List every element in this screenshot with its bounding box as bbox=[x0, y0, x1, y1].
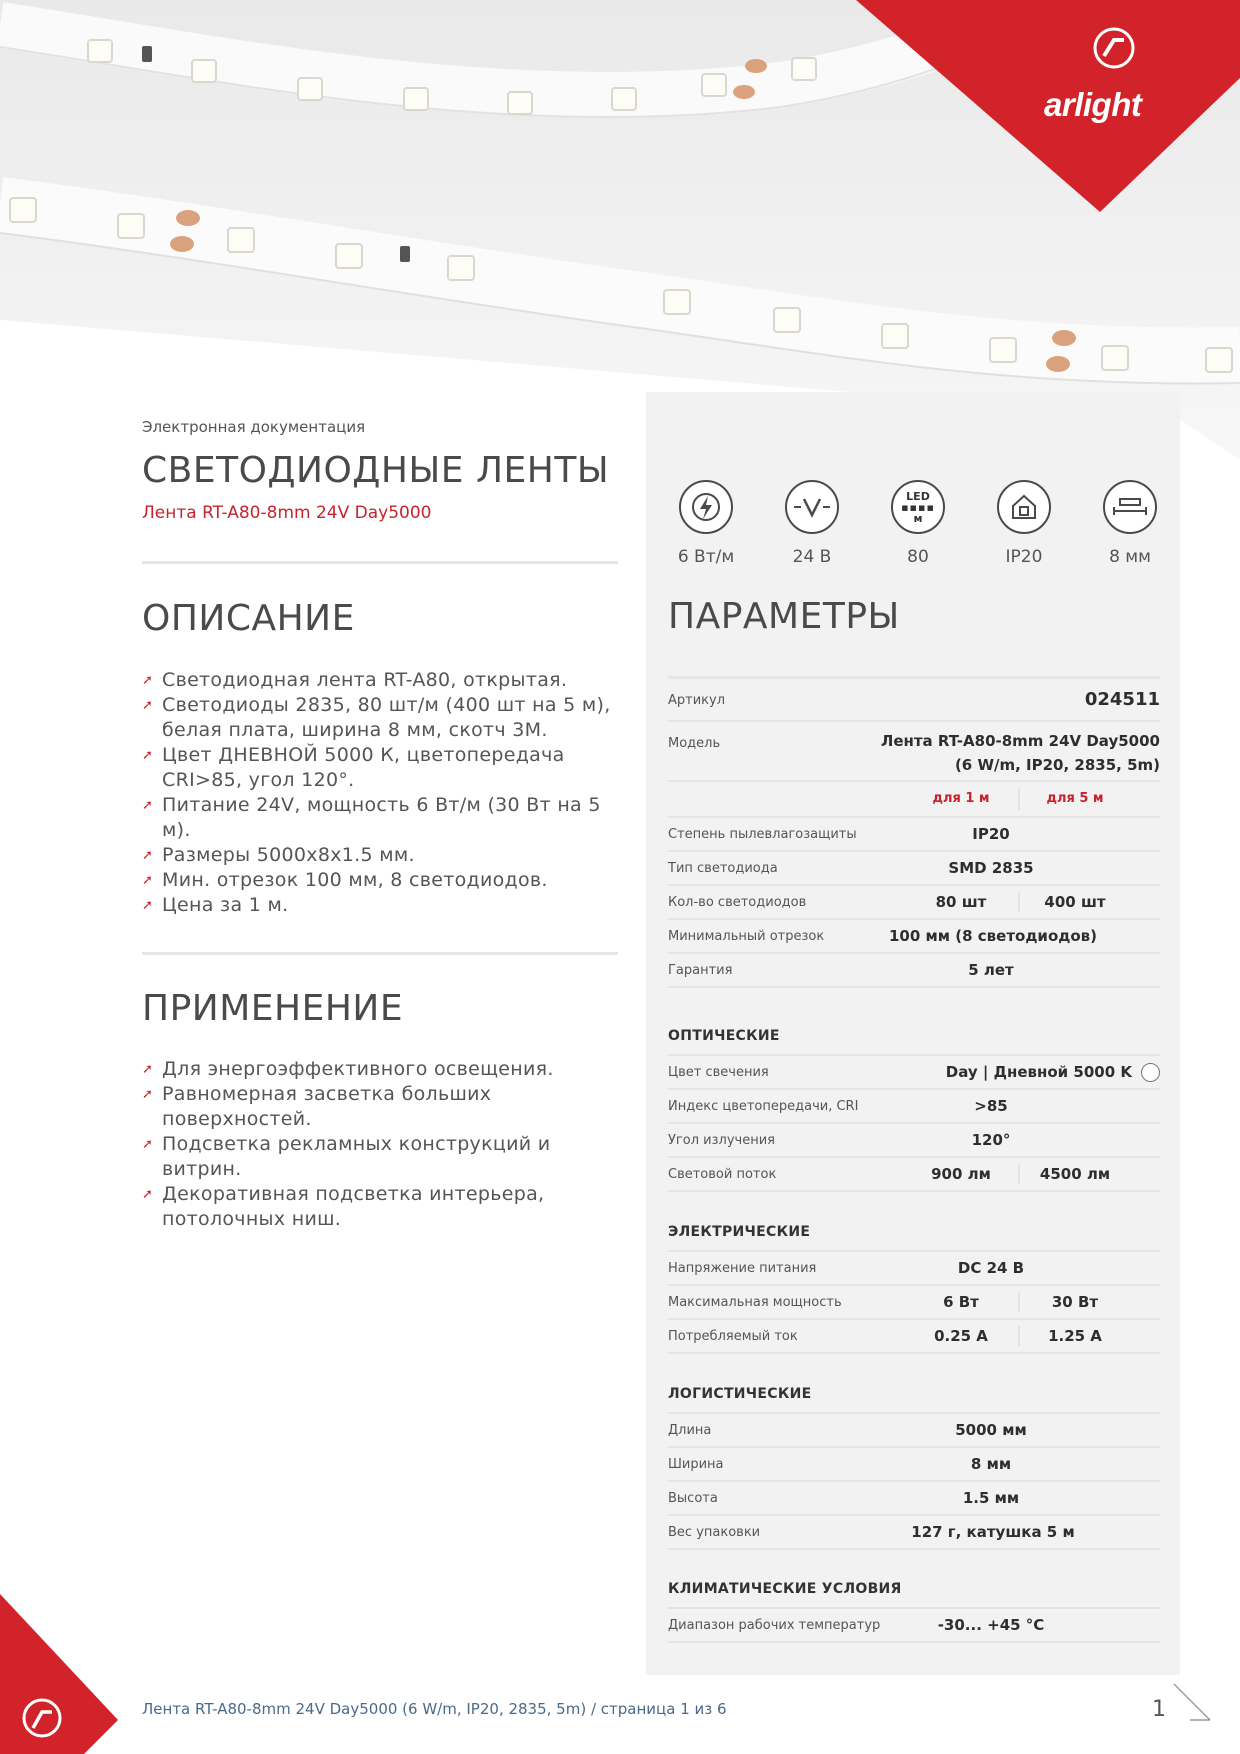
application-list bbox=[142, 1057, 620, 1232]
row-label: Высота bbox=[668, 1491, 718, 1506]
row-value: 8 мм bbox=[970, 1455, 1012, 1473]
list-item: ➚ Светодиодная лента RT-A80, открытая. bbox=[142, 668, 620, 693]
list-item: ➚ Светодиоды 2835, 80 шт/м (400 шт на 5 м), белая плата, ширина 8 мм, скотч 3М. bbox=[142, 693, 620, 743]
spec-led-density-label: 80 bbox=[907, 547, 929, 567]
table-row bbox=[668, 852, 1160, 886]
color-swatch-icon bbox=[1141, 1063, 1160, 1082]
led-density-icon bbox=[891, 480, 945, 534]
row-value: 100 мм (8 светодиодов) bbox=[888, 927, 1098, 945]
table-row bbox=[668, 818, 1160, 852]
list-item: ➚ Декоративная подсветка интерьера, потолочных ниш. bbox=[142, 1182, 620, 1232]
column-header-row bbox=[668, 782, 1160, 818]
table-row bbox=[668, 1090, 1160, 1124]
row-label: Степень пылевлагозащиты bbox=[668, 827, 857, 842]
group-heading-text: ЭЛЕКТРИЧЕСКИЕ bbox=[668, 1224, 811, 1240]
row-label: Минимальный отрезок bbox=[668, 929, 825, 944]
list-item: ➚ Для энергоэффективного освещения. bbox=[142, 1057, 620, 1082]
row-label: Гарантия bbox=[668, 963, 733, 978]
table-row bbox=[668, 1124, 1160, 1158]
application-heading: ПРИМЕНЕНИЕ bbox=[142, 988, 404, 1029]
table-row bbox=[668, 1516, 1160, 1550]
product-subtitle: Лента RT-A80-8mm 24V Day5000 bbox=[142, 503, 432, 523]
row-value: SMD 2835 bbox=[948, 859, 1034, 877]
group-heading-text: ОПТИЧЕСКИЕ bbox=[668, 1028, 780, 1044]
voltage-icon bbox=[785, 480, 839, 534]
spec-width bbox=[1090, 480, 1170, 567]
description-list bbox=[142, 668, 620, 918]
params-table-logistic bbox=[668, 1386, 1160, 1550]
row-label: Индекс цветопередачи, CRI bbox=[668, 1099, 859, 1114]
width-icon bbox=[1103, 480, 1157, 534]
led-dots-glyph: ▪▪▪▪ bbox=[901, 500, 935, 514]
row-label: Вес упаковки bbox=[668, 1525, 761, 1540]
table-row bbox=[668, 1448, 1160, 1482]
group-heading bbox=[668, 1581, 1160, 1609]
spec-ip bbox=[984, 480, 1064, 567]
row-label: Потребляемый ток bbox=[668, 1329, 798, 1344]
table-row bbox=[668, 920, 1160, 954]
divider bbox=[668, 676, 1160, 679]
table-row bbox=[668, 1286, 1160, 1320]
row-value-5m: 4500 лм bbox=[1039, 1165, 1111, 1183]
arlight-logo: arlight bbox=[1044, 86, 1142, 123]
table-row bbox=[668, 1320, 1160, 1354]
model-value-line1: Лента RT-A80-8mm 24V Day5000 bbox=[880, 732, 1160, 750]
row-label: Тип светодиода bbox=[668, 861, 778, 876]
led-glyph-top: LED bbox=[906, 489, 930, 503]
table-row bbox=[668, 1158, 1160, 1192]
power-icon bbox=[679, 480, 733, 534]
table-row bbox=[668, 886, 1160, 920]
spec-voltage bbox=[772, 480, 852, 567]
spec-led-density bbox=[878, 480, 958, 567]
page-title: СВЕТОДИОДНЫЕ ЛЕНТЫ bbox=[142, 450, 610, 491]
row-value-1m: 0.25 A bbox=[934, 1327, 988, 1345]
spec-power bbox=[666, 480, 746, 567]
row-value-1m: 6 Вт bbox=[943, 1293, 979, 1311]
row-label: Цвет свечения bbox=[668, 1065, 769, 1080]
spec-width-label: 8 мм bbox=[1109, 547, 1151, 567]
col-header-1m: для 1 м bbox=[932, 791, 990, 806]
page-corner-line bbox=[1172, 1682, 1212, 1722]
list-item: ➚ Цена за 1 м. bbox=[142, 893, 620, 918]
table-row bbox=[668, 1482, 1160, 1516]
row-label: Диапазон рабочих температур bbox=[668, 1618, 881, 1633]
list-item: ➚ Мин. отрезок 100 мм, 8 светодиодов. bbox=[142, 868, 620, 893]
params-table-electrical bbox=[668, 1224, 1160, 1354]
row-value: Day | Дневной 5000 K bbox=[945, 1063, 1132, 1081]
divider bbox=[142, 952, 618, 955]
row-value-5m: 400 шт bbox=[1044, 893, 1106, 911]
row-label: Световой поток bbox=[668, 1167, 777, 1182]
row-value: -30... +45 °C bbox=[937, 1616, 1045, 1634]
group-heading bbox=[668, 1224, 1160, 1252]
led-glyph-bottom: м bbox=[913, 511, 923, 525]
params-table-main bbox=[668, 680, 1160, 988]
row-label: Максимальная мощность bbox=[668, 1295, 842, 1310]
table-row bbox=[668, 680, 1160, 722]
row-value: 127 г, катушка 5 м bbox=[911, 1523, 1075, 1541]
row-value-1m: 900 лм bbox=[931, 1165, 991, 1183]
table-row bbox=[668, 1252, 1160, 1286]
list-item: ➚ Питание 24V, мощность 6 Вт/м (30 Вт на 5 м). bbox=[142, 793, 620, 843]
arlight-logo-icon bbox=[1092, 26, 1136, 70]
list-item: ➚ Цвет ДНЕВНОЙ 5000 К, цветопередача CRI>85, угол 120°. bbox=[142, 743, 620, 793]
row-label: Артикул bbox=[668, 693, 726, 708]
footer-red-corner bbox=[0, 1594, 120, 1754]
spec-power-label: 6 Вт/м bbox=[677, 547, 735, 567]
params-table-optical bbox=[668, 1028, 1160, 1192]
group-heading bbox=[668, 1028, 1160, 1056]
row-value-1m: 80 шт bbox=[935, 893, 987, 911]
table-row bbox=[668, 1414, 1160, 1448]
table-row bbox=[668, 722, 1160, 782]
params-table-climate bbox=[668, 1581, 1160, 1643]
row-label: Напряжение питания bbox=[668, 1261, 817, 1276]
row-value: 1.5 мм bbox=[962, 1489, 1020, 1507]
page-number: 1 bbox=[1152, 1697, 1166, 1722]
col-header-5m: для 5 м bbox=[1046, 791, 1104, 806]
row-value: 5 лет bbox=[968, 961, 1014, 979]
row-value: 120° bbox=[971, 1131, 1011, 1149]
table-row bbox=[668, 954, 1160, 988]
table-row bbox=[668, 1056, 1160, 1090]
row-value: 5000 мм bbox=[955, 1421, 1027, 1439]
spec-icons-row bbox=[666, 480, 1166, 570]
row-label: Длина bbox=[668, 1423, 712, 1438]
description-heading: ОПИСАНИЕ bbox=[142, 598, 355, 639]
ip-rating-icon bbox=[997, 480, 1051, 534]
doc-type-label: Электронная документация bbox=[142, 418, 366, 436]
hero-led-strip-photo bbox=[0, 0, 1240, 460]
model-value-line2: (6 W/m, IP20, 2835, 5m) bbox=[954, 756, 1160, 774]
divider bbox=[142, 561, 618, 564]
group-heading-text: КЛИМАТИЧЕСКИЕ УСЛОВИЯ bbox=[668, 1581, 902, 1597]
spec-ip-label: IP20 bbox=[1005, 547, 1043, 567]
spec-voltage-label: 24 В bbox=[792, 547, 832, 567]
group-heading bbox=[668, 1386, 1160, 1414]
row-value: IP20 bbox=[972, 825, 1010, 843]
list-item: ➚ Размеры 5000x8x1.5 мм. bbox=[142, 843, 620, 868]
row-value: >85 bbox=[974, 1097, 1008, 1115]
row-label: Ширина bbox=[668, 1457, 724, 1472]
article-value: 024511 bbox=[1084, 689, 1160, 710]
table-row bbox=[668, 1609, 1160, 1643]
group-heading-text: ЛОГИСТИЧЕСКИЕ bbox=[668, 1386, 812, 1402]
row-value-5m: 1.25 A bbox=[1048, 1327, 1102, 1345]
params-heading: ПАРАМЕТРЫ bbox=[668, 596, 900, 637]
row-label: Кол-во светодиодов bbox=[668, 895, 807, 910]
list-item: ➚ Подсветка рекламных конструкций и витрин. bbox=[142, 1132, 620, 1182]
list-item: ➚ Равномерная засветка больших поверхностей. bbox=[142, 1082, 620, 1132]
row-value-5m: 30 Вт bbox=[1051, 1293, 1099, 1311]
row-label: Модель bbox=[668, 736, 721, 751]
row-label: Угол излучения bbox=[668, 1133, 775, 1148]
footer-caption: Лента RT-A80-8mm 24V Day5000 (6 W/m, IP20, 2835, 5m) / страница 1 из 6 bbox=[142, 1700, 727, 1718]
row-value: DC 24 B bbox=[957, 1259, 1025, 1277]
